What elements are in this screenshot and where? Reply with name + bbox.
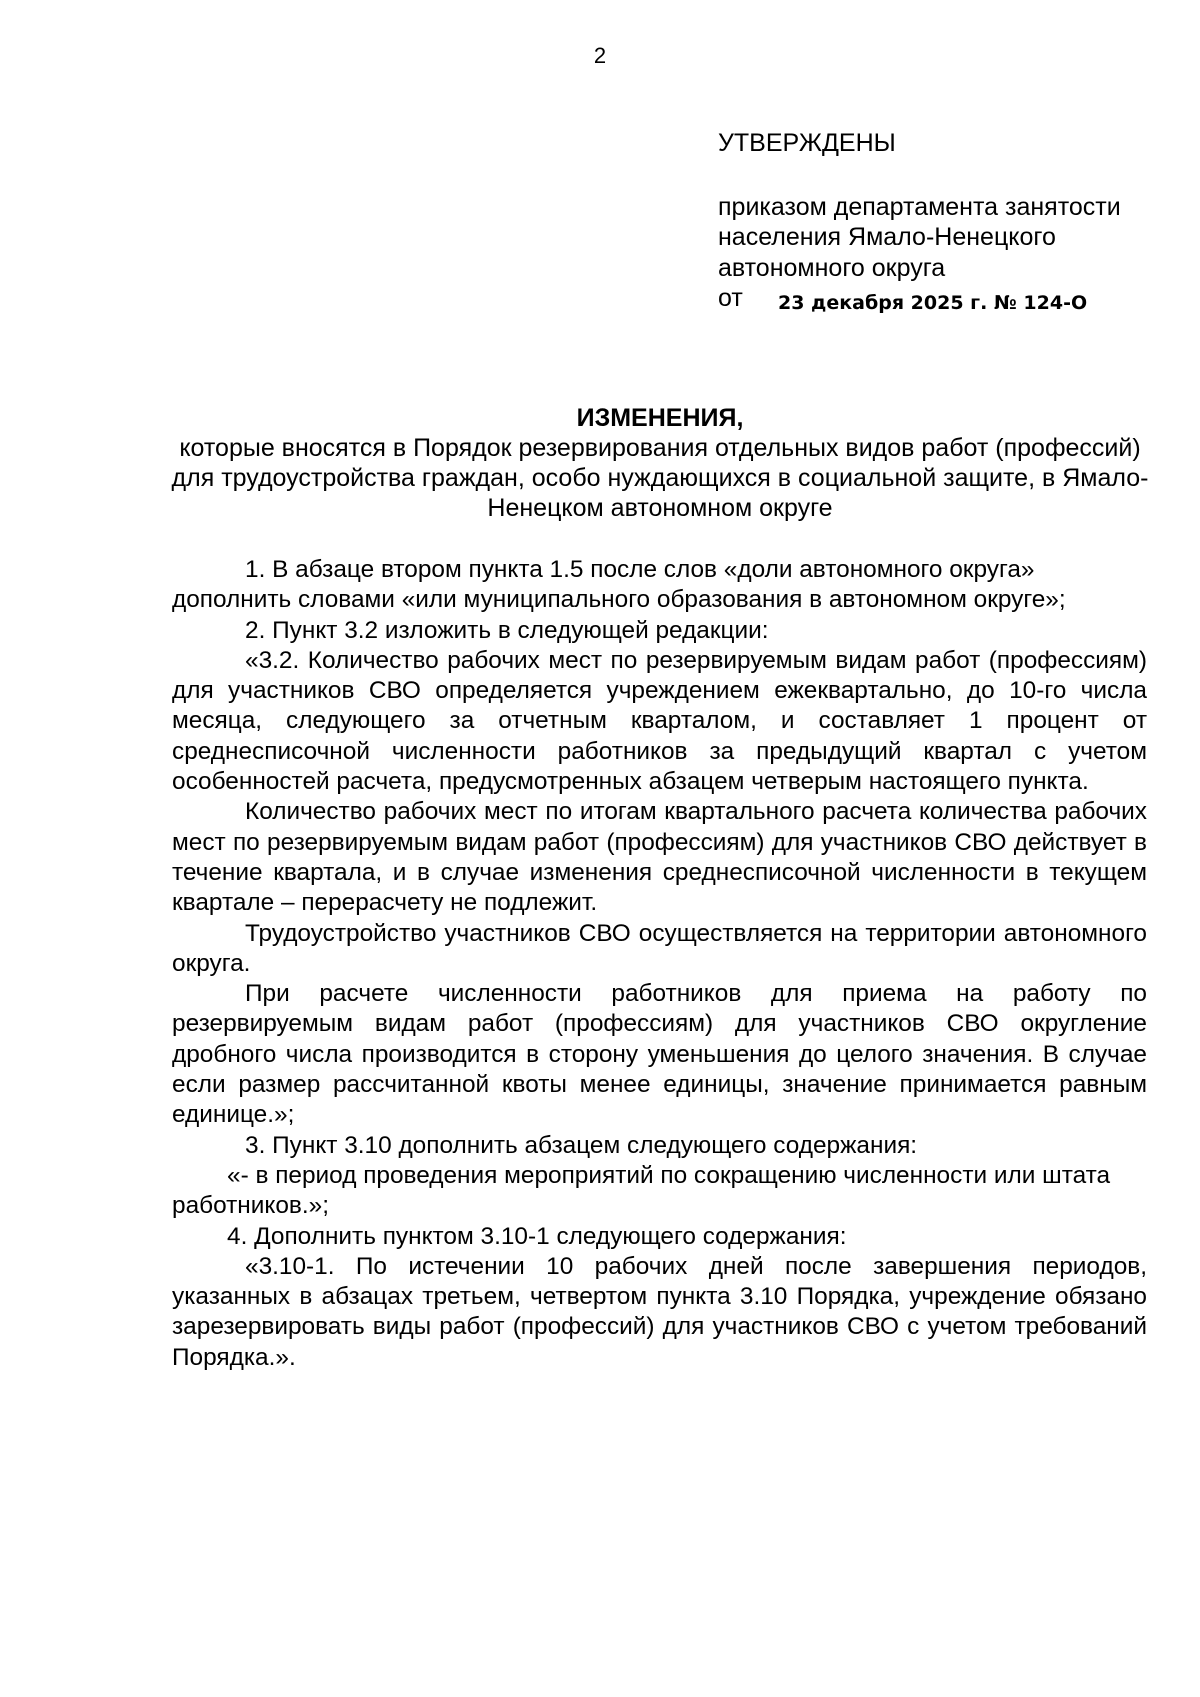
paragraph-item-3: 3. Пункт 3.10 дополнить абзацем следующего содержания:	[245, 1131, 918, 1159]
paragraph-section-3-10-addition: «- в период проведения мероприятий по сокращению численности или штата работников.»;	[172, 1161, 1111, 1220]
document-heading	[160, 403, 1160, 523]
document-title: ИЗМЕНЕНИЯ,	[576, 404, 744, 432]
approval-stamp-word: УТВЕРЖДЕНЫ	[718, 129, 896, 157]
paragraph-section-3-2: «3.2. Количество рабочих мест по резервируемым видам работ (профессиям) для участников СВО определяется учреждением ежеквартально, до 10-го числа месяца, следующего за отчетным кварталом, и составляет 1 процент от среднесписочной численности работников за предыдущий квартал с учетом особенностей расчета, предусмотренных абзацем четверым настоящего пункта.	[172, 646, 1147, 796]
approval-block	[718, 128, 1158, 323]
approval-line: автономного округа	[718, 253, 946, 282]
document-body	[172, 555, 1147, 1373]
paragraph-item-2: 2. Пункт 3.2 изложить в следующей редакции:	[245, 616, 769, 644]
approval-line: приказом департамента занятости	[718, 192, 1121, 221]
paragraph-section-3-10-1: «3.10-1. По истечении 10 рабочих дней после завершения периодов, указанных в абзацах третьем, четвертом пункта 3.10 Порядка, учреждение обязано зарезервировать виды работ (профессий) для участников СВО с учетом требований Порядка.».	[172, 1252, 1147, 1371]
approval-date-value: 23 декабря 2025 г. № 124-О	[778, 292, 1088, 314]
approval-date-prefix: от	[718, 284, 743, 312]
paragraph-item-1: 1. В абзаце втором пункта 1.5 после слов «доли автономного округа» дополнить словами «или муниципального образования в автономном округе»;	[172, 556, 1066, 614]
paragraph-rounding: При расчете численности работников для приема на работу по резервируемым видам работ (профессиям) для участников СВО округление дробного числа производится в сторону уменьшения до целого значения. В случае если размер рассчитанной квоты менее единицы, значение принимается равным единице.»;	[172, 980, 1147, 1129]
document-subtitle: которые вносятся в Порядок резервирования отдельных видов работ (профессий) для трудоустройства граждан, особо нуждающихся в социальной защите, в Ямало-Ненецком автономном округе	[171, 434, 1149, 522]
approval-date-line	[718, 283, 1158, 323]
approval-line: населения Ямало-Ненецкого	[718, 223, 1056, 251]
paragraph-employment-territory: Трудоустройство участников СВО осуществляется на территории автономного округа.	[172, 919, 1147, 977]
page-number: 2	[593, 43, 607, 68]
paragraph-quarterly-count: Количество рабочих мест по итогам квартального расчета количества рабочих мест по резервируемым видам работ (профессиям) для участников СВО действует в течение квартала, и в случае изменения среднесписочной численности в текущем квартале – перерасчету не подлежит.	[172, 798, 1147, 917]
paragraph-item-4: 4. Дополнить пунктом 3.10-1 следующего содержания:	[227, 1222, 847, 1250]
